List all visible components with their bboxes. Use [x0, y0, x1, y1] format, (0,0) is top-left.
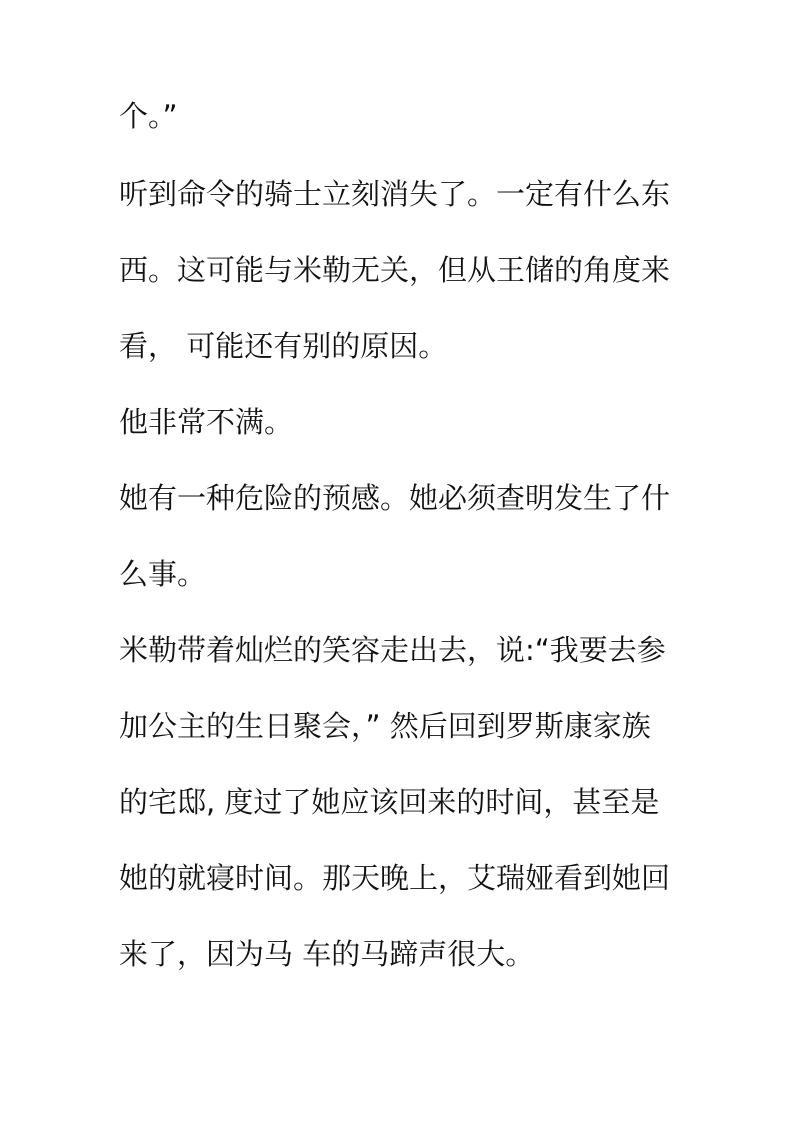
text-line-8: 米勒带着灿烂的笑容走出去，说:“我要去参 [119, 633, 666, 667]
text-line-5: 他非常不满。 [119, 405, 294, 439]
text-line-11: 她的就寝时间。那天晚上，艾瑞娅看到她回 [119, 861, 671, 895]
text-line-1: 个。” [119, 99, 178, 133]
text-line-4: 看， 可能还有别的原因。 [119, 329, 448, 363]
text-line-10: 的宅邸, 度过了她应该回来的时间，甚至是 [119, 785, 660, 819]
text-line-12: 来了，因为马 车的马蹄声很大。 [119, 937, 535, 971]
text-line-2: 听到命令的骑士立刻消失了。一定有什么东 [119, 177, 671, 211]
text-line-9: 加公主的生日聚会，” 然后回到罗斯康家族 [119, 709, 651, 743]
text-line-6: 她有一种危险的预感。她必须查明发生了什 [119, 481, 671, 515]
text-line-3: 西。这可能与米勒无关，但从王储的角度来 [119, 253, 671, 287]
text-line-7: 么事。 [119, 557, 207, 591]
